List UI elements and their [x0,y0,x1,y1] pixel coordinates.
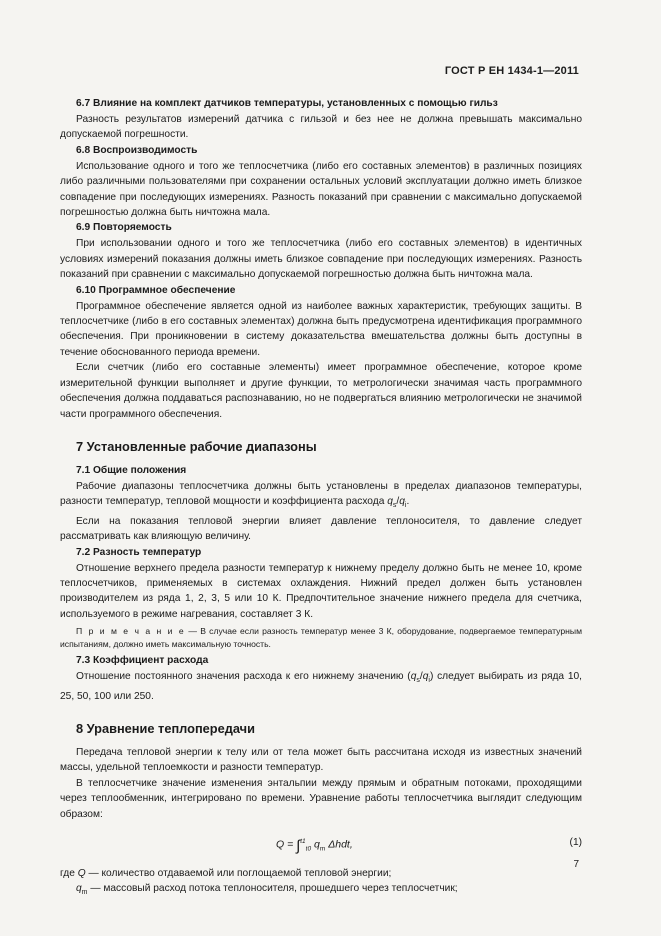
definition-qm: $q_m$ — массовый расход потока теплоносителя, прошедшего через теплосчетчик; [76,883,458,897]
paragraph: Программное обеспечение является одной из наиболее важных характеристик, требующих защиты. В теплосчетчике (либо в его составных элементах) должна быть предусмотрена идентификация программного обеспечения. При проникновении в систему доказательства вмешательства должны быть доступны в течение обоснованного периода времени. [60,300,582,358]
section-title-7: 7 Установленные рабочие диапазоны [76,438,317,454]
document-header: ГОСТ Р ЕН 1434-1—2011 [444,65,579,77]
definitions-list [60,866,582,901]
paragraph-flow-coefficient: Отношение постоянного значения расхода к его нижнему значению $(q_s/q_i)$ следует выбирать из ряда 10, 25, 50, 100 или 250. [60,671,582,702]
document-body [60,96,582,901]
subsection-title-6-8: 6.8 Воспроизводимость [76,144,198,156]
formula-1 [60,828,582,862]
subsection-title-6-10: 6.10 Программное обеспечение [76,284,236,296]
formula-expression: Q = ∫$^{t1}_{t0}$ $q_m$ Δhdt, [276,837,353,855]
paragraph: В теплосчетчике значение изменения энтальпии между прямым и обратным потоками, проходящими через теплообменник, интегрировано по времени. Уравнение работы теплосчетчика выглядит следующим образом: [60,777,582,820]
subsection-title-7-3: 7.3 Коэффициент расхода [76,655,209,667]
paragraph: При использовании одного и того же теплосчетчика (либо его составных элементов) в идентичных условиях измерений показания должны иметь близкое совпадение при последующих измерениях. Разность показаний при сравнении с максимально допускаемой погрешностью должна быть ничтожна мала. [60,238,582,281]
page-number: 7 [573,859,579,870]
subsection-title-7-2: 7.2 Разность температур [76,546,202,558]
paragraph-flow-ratio: Рабочие диапазоны теплосчетчика должны быть установлены в пределах диапазонов температуры, разности температур, тепловой мощности и коэффициента расхода $q_s/q_i$. [60,480,582,510]
paragraph: Разность результатов измерений датчика с гильзой и без нее не должна превышать максимально допускаемой погрешности. [60,114,582,141]
paragraph: Передача тепловой энергии к телу или от тела может быть рассчитана исходя из известных значений массы, удельной теплоемкости и разности температур. [60,747,582,774]
section-title-8: 8 Уравнение теплопередачи [76,721,255,737]
paragraph: Использование одного и того же теплосчетчика (либо его составных элементов) в различных позициях либо различными пользователями при сохранении остальных условий эксплуатации должно иметь близкое совпадение при последующих измерениях. Разность показаний при сравнении с максимально допускаемой погрешностью должна быть ничтожна мала. [60,160,582,219]
paragraph: Если счетчик (либо его составные элементы) имеет программное обеспечение, которое кроме измерительной функции выполняет и другие функции, то метрологически значимая часть программного обеспечения должна поддаваться распознаванию, но не подвергаться влиянию метрологически не значимой части программного обеспечения. [60,362,582,420]
note: П р и м е ч а н и е — В случае если разность температур менее 3 К, оборудование, подвергаемое температурным испытаниям, должно иметь максимальную точность. [60,626,582,650]
paragraph: Если на показания тепловой энергии влияет давление теплоносителя, то давление следует рассматривать как влияющую величину. [60,515,582,543]
definition-Q: где Q — количество отдаваемой или поглощаемой тепловой энергии; [60,868,392,880]
subsection-title-6-9: 6.9 Повторяемость [76,222,172,234]
paragraph: Отношение верхнего предела разности температур к нижнему пределу должно быть не менее 10, кроме теплосчетчиков, применяемых в системах охлаждения. Нижний предел должен быть установлен производителем из ряда 1, 2, 3, 5 или 10 К. Предпочтительное значение нижнего предела для счетчика, используемого в режиме нагревания, составляет 3 К. [60,562,582,620]
subsection-title-7-1: 7.1 Общие положения [76,464,187,476]
subsection-title-6-7: 6.7 Влияние на комплект датчиков температуры, установленных с помощью гильз [76,98,498,109]
formula-number: (1) [569,837,582,849]
